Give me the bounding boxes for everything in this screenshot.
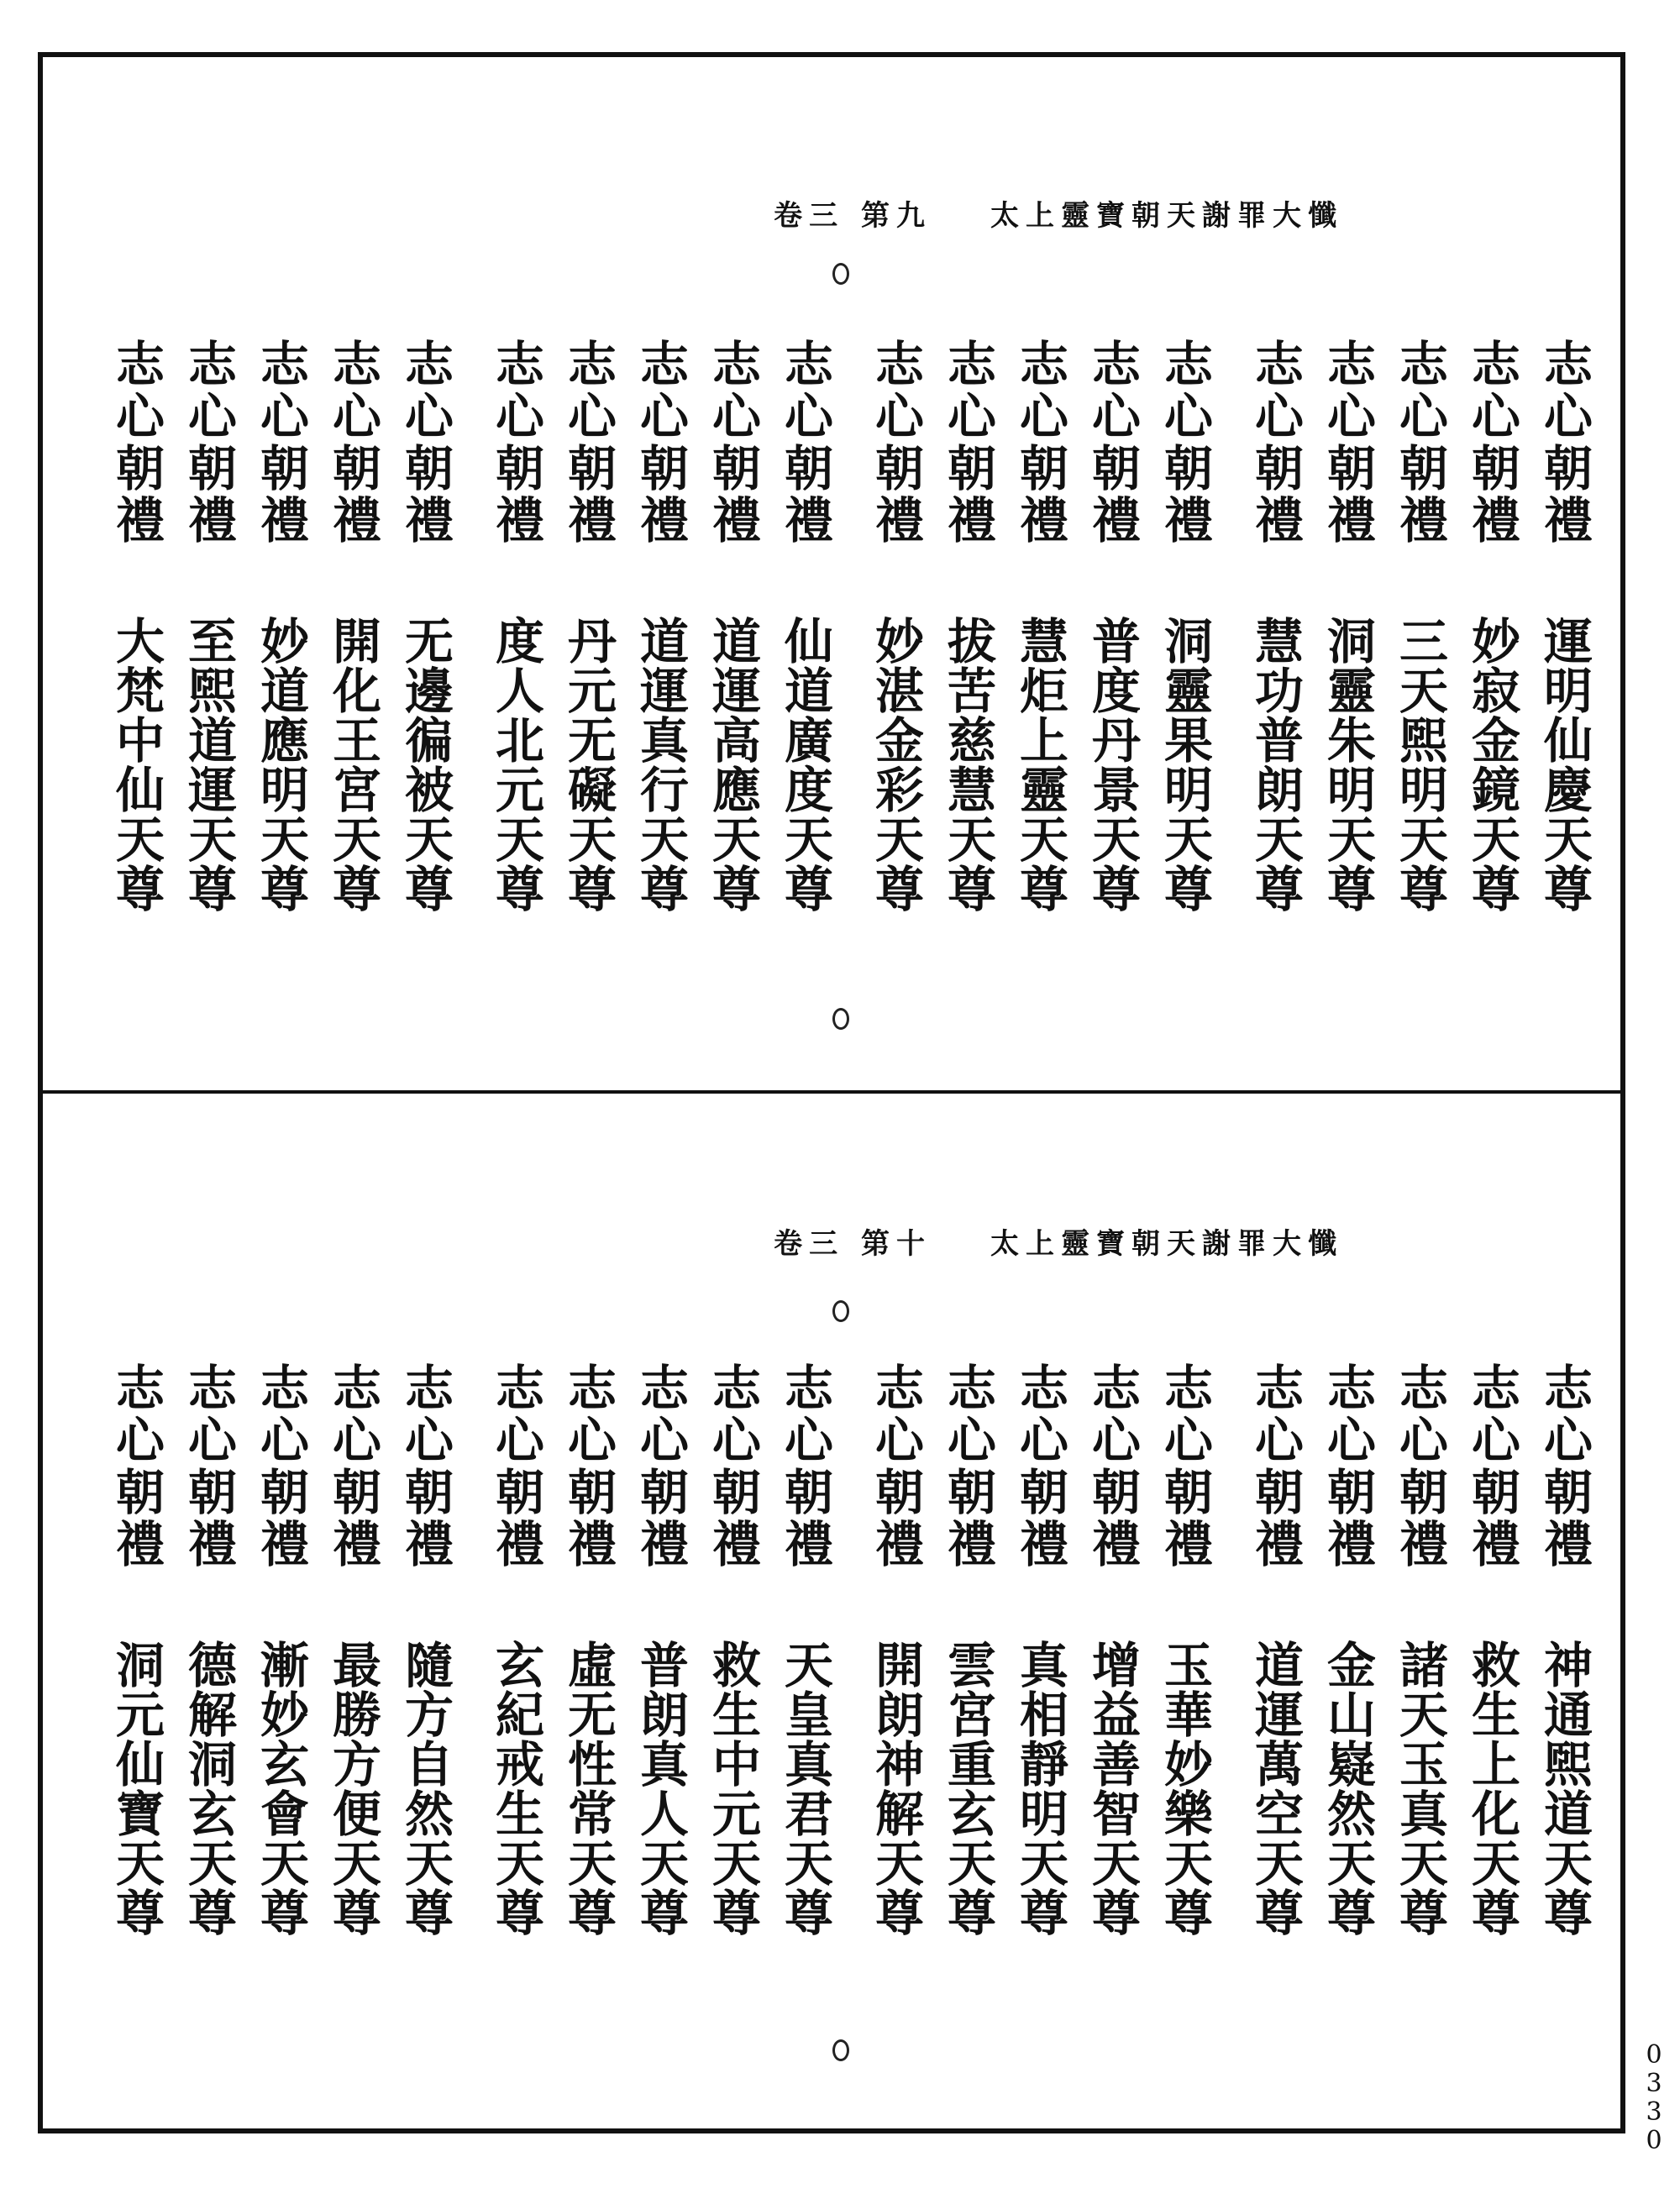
text-column bbox=[1528, 1362, 1600, 2102]
deity-name: 真相靜明天尊 bbox=[1011, 1640, 1068, 1937]
page-title: 太上靈寶朝天謝罪大懺 bbox=[990, 1226, 1343, 1261]
text-column bbox=[244, 339, 317, 1078]
text-column bbox=[1148, 1362, 1221, 2102]
invocation-text: 志心朝禮 bbox=[487, 339, 544, 547]
text-column bbox=[624, 1362, 696, 2102]
text-column bbox=[1239, 339, 1311, 1078]
invocation-text: 志心朝禮 bbox=[939, 339, 996, 547]
invocation-text: 志心朝禮 bbox=[559, 1362, 617, 1571]
text-column bbox=[696, 339, 769, 1078]
invocation-text: 志心朝禮 bbox=[1463, 1362, 1520, 1571]
circle-mark-icon bbox=[832, 2039, 849, 2061]
invocation-text: 志心朝禮 bbox=[776, 339, 833, 547]
invocation-text: 志心朝禮 bbox=[180, 339, 237, 547]
deity-name: 洞元仙寶天尊 bbox=[108, 1640, 165, 1937]
invocation-text: 志心朝禮 bbox=[1319, 339, 1376, 547]
invocation-text: 志心朝禮 bbox=[1391, 1362, 1448, 1571]
deity-name: 隨方自然天尊 bbox=[396, 1640, 454, 1937]
deity-name: 度人北元天尊 bbox=[487, 616, 544, 913]
deity-name: 洞靈朱明天尊 bbox=[1319, 616, 1376, 913]
deity-name: 天皇真君天尊 bbox=[776, 1640, 833, 1937]
invocation-text: 志心朝禮 bbox=[1463, 339, 1520, 547]
deity-name: 道運真行天尊 bbox=[632, 616, 689, 913]
invocation-text: 志心朝禮 bbox=[704, 339, 761, 547]
text-column bbox=[932, 339, 1004, 1078]
text-column bbox=[317, 1362, 389, 2102]
text-column bbox=[1456, 1362, 1528, 2102]
invocation-text: 志心朝禮 bbox=[1247, 339, 1304, 547]
text-column bbox=[480, 1362, 552, 2102]
deity-name: 開朗神解天尊 bbox=[867, 1640, 924, 1937]
top-page-columns bbox=[63, 339, 1600, 1078]
deity-name: 仙道廣度天尊 bbox=[776, 616, 833, 913]
deity-name: 妙湛金彩天尊 bbox=[867, 616, 924, 913]
invocation-text: 志心朝禮 bbox=[1536, 1362, 1593, 1571]
bottom-page bbox=[43, 1094, 1620, 2128]
deity-name: 道運高應天尊 bbox=[704, 616, 761, 913]
bottom-page-columns bbox=[63, 1362, 1600, 2102]
deity-name: 雲宮重玄天尊 bbox=[939, 1640, 996, 1937]
deity-name: 三天煕明天尊 bbox=[1391, 616, 1448, 913]
invocation-text: 志心朝禮 bbox=[252, 339, 309, 547]
invocation-text: 志心朝禮 bbox=[396, 1362, 454, 1571]
text-column bbox=[769, 339, 841, 1078]
invocation-text: 志心朝禮 bbox=[1156, 339, 1213, 547]
chapter-label: 卷三 第九 bbox=[774, 198, 932, 233]
deity-name: 運明仙慶天尊 bbox=[1536, 616, 1593, 913]
deity-name: 无邊徧被天尊 bbox=[396, 616, 454, 913]
deity-name: 普朗真人天尊 bbox=[632, 1640, 689, 1937]
circle-mark-icon bbox=[832, 1300, 849, 1322]
invocation-text: 志心朝禮 bbox=[108, 339, 165, 547]
invocation-text: 志心朝禮 bbox=[1247, 1362, 1304, 1571]
deity-name: 大梵中仙天尊 bbox=[108, 616, 165, 913]
text-column bbox=[1311, 1362, 1383, 2102]
deity-name: 虛无性常天尊 bbox=[559, 1640, 617, 1937]
text-column bbox=[932, 1362, 1004, 2102]
deity-name: 丹元无礙天尊 bbox=[559, 616, 617, 913]
text-column bbox=[100, 1362, 172, 2102]
text-column bbox=[624, 339, 696, 1078]
invocation-text: 志心朝禮 bbox=[939, 1362, 996, 1571]
deity-name: 神通煕道天尊 bbox=[1536, 1640, 1593, 1937]
page-number: 0330 bbox=[1646, 2040, 1662, 2155]
text-column bbox=[1076, 339, 1148, 1078]
top-page bbox=[43, 57, 1620, 1090]
text-column bbox=[100, 339, 172, 1078]
text-column bbox=[172, 339, 244, 1078]
text-column bbox=[480, 339, 552, 1078]
top-page-header bbox=[587, 183, 1343, 242]
chapter-label: 卷三 第十 bbox=[774, 1226, 932, 1261]
text-column bbox=[859, 339, 932, 1078]
deity-name: 普度丹景天尊 bbox=[1084, 616, 1141, 913]
deity-name: 妙道應明天尊 bbox=[252, 616, 309, 913]
deity-name: 德解洞玄天尊 bbox=[180, 1640, 237, 1937]
text-column bbox=[859, 1362, 932, 2102]
text-column bbox=[1528, 339, 1600, 1078]
invocation-text: 志心朝禮 bbox=[704, 1362, 761, 1571]
text-column bbox=[1383, 1362, 1456, 2102]
deity-name: 道運萬空天尊 bbox=[1247, 1640, 1304, 1937]
deity-name: 至煕道運天尊 bbox=[180, 616, 237, 913]
text-column bbox=[769, 1362, 841, 2102]
deity-name: 救生中元天尊 bbox=[704, 1640, 761, 1937]
invocation-text: 志心朝禮 bbox=[632, 339, 689, 547]
text-column bbox=[1076, 1362, 1148, 2102]
circle-mark-icon bbox=[832, 263, 849, 285]
text-column bbox=[1311, 339, 1383, 1078]
text-column bbox=[1239, 1362, 1311, 2102]
deity-name: 妙寂金鏡天尊 bbox=[1463, 616, 1520, 913]
page-title: 太上靈寶朝天謝罪大懺 bbox=[990, 198, 1343, 233]
deity-name: 慧功普朗天尊 bbox=[1247, 616, 1304, 913]
deity-name: 增益善智天尊 bbox=[1084, 1640, 1141, 1937]
invocation-text: 志心朝禮 bbox=[776, 1362, 833, 1571]
text-column bbox=[552, 1362, 624, 2102]
invocation-text: 志心朝禮 bbox=[1319, 1362, 1376, 1571]
deity-name: 開化王宮天尊 bbox=[324, 616, 381, 913]
text-column bbox=[1004, 1362, 1076, 2102]
invocation-text: 志心朝禮 bbox=[324, 339, 381, 547]
invocation-text: 志心朝禮 bbox=[1536, 339, 1593, 547]
text-column bbox=[389, 1362, 461, 2102]
deity-name: 玉華妙樂天尊 bbox=[1156, 1640, 1213, 1937]
invocation-text: 志心朝禮 bbox=[867, 339, 924, 547]
invocation-text: 志心朝禮 bbox=[1011, 339, 1068, 547]
invocation-text: 志心朝禮 bbox=[396, 339, 454, 547]
invocation-text: 志心朝禮 bbox=[1156, 1362, 1213, 1571]
text-column bbox=[1383, 339, 1456, 1078]
deity-name: 慧炬上靈天尊 bbox=[1011, 616, 1068, 913]
deity-name: 救生上化天尊 bbox=[1463, 1640, 1520, 1937]
invocation-text: 志心朝禮 bbox=[180, 1362, 237, 1571]
deity-name: 最勝方便天尊 bbox=[324, 1640, 381, 1937]
invocation-text: 志心朝禮 bbox=[1391, 339, 1448, 547]
text-column bbox=[1004, 339, 1076, 1078]
deity-name: 玄紀戒生天尊 bbox=[487, 1640, 544, 1937]
text-column bbox=[1456, 339, 1528, 1078]
deity-name: 諸天玉真天尊 bbox=[1391, 1640, 1448, 1937]
invocation-text: 志心朝禮 bbox=[324, 1362, 381, 1571]
invocation-text: 志心朝禮 bbox=[1084, 1362, 1141, 1571]
text-column bbox=[696, 1362, 769, 2102]
text-column bbox=[172, 1362, 244, 2102]
invocation-text: 志心朝禮 bbox=[1084, 339, 1141, 547]
invocation-text: 志心朝禮 bbox=[867, 1362, 924, 1571]
invocation-text: 志心朝禮 bbox=[1011, 1362, 1068, 1571]
invocation-text: 志心朝禮 bbox=[108, 1362, 165, 1571]
text-column bbox=[389, 339, 461, 1078]
text-column bbox=[244, 1362, 317, 2102]
invocation-text: 志心朝禮 bbox=[559, 339, 617, 547]
invocation-text: 志心朝禮 bbox=[487, 1362, 544, 1571]
text-column bbox=[317, 339, 389, 1078]
bottom-page-header bbox=[587, 1211, 1343, 1270]
deity-name: 漸妙玄會天尊 bbox=[252, 1640, 309, 1937]
circle-mark-icon bbox=[832, 1008, 849, 1030]
text-column bbox=[552, 339, 624, 1078]
invocation-text: 志心朝禮 bbox=[252, 1362, 309, 1571]
text-column bbox=[1148, 339, 1221, 1078]
deity-name: 洞靈果明天尊 bbox=[1156, 616, 1213, 913]
invocation-text: 志心朝禮 bbox=[632, 1362, 689, 1571]
deity-name: 金山嶷然天尊 bbox=[1319, 1640, 1376, 1937]
deity-name: 拔苦慈慧天尊 bbox=[939, 616, 996, 913]
